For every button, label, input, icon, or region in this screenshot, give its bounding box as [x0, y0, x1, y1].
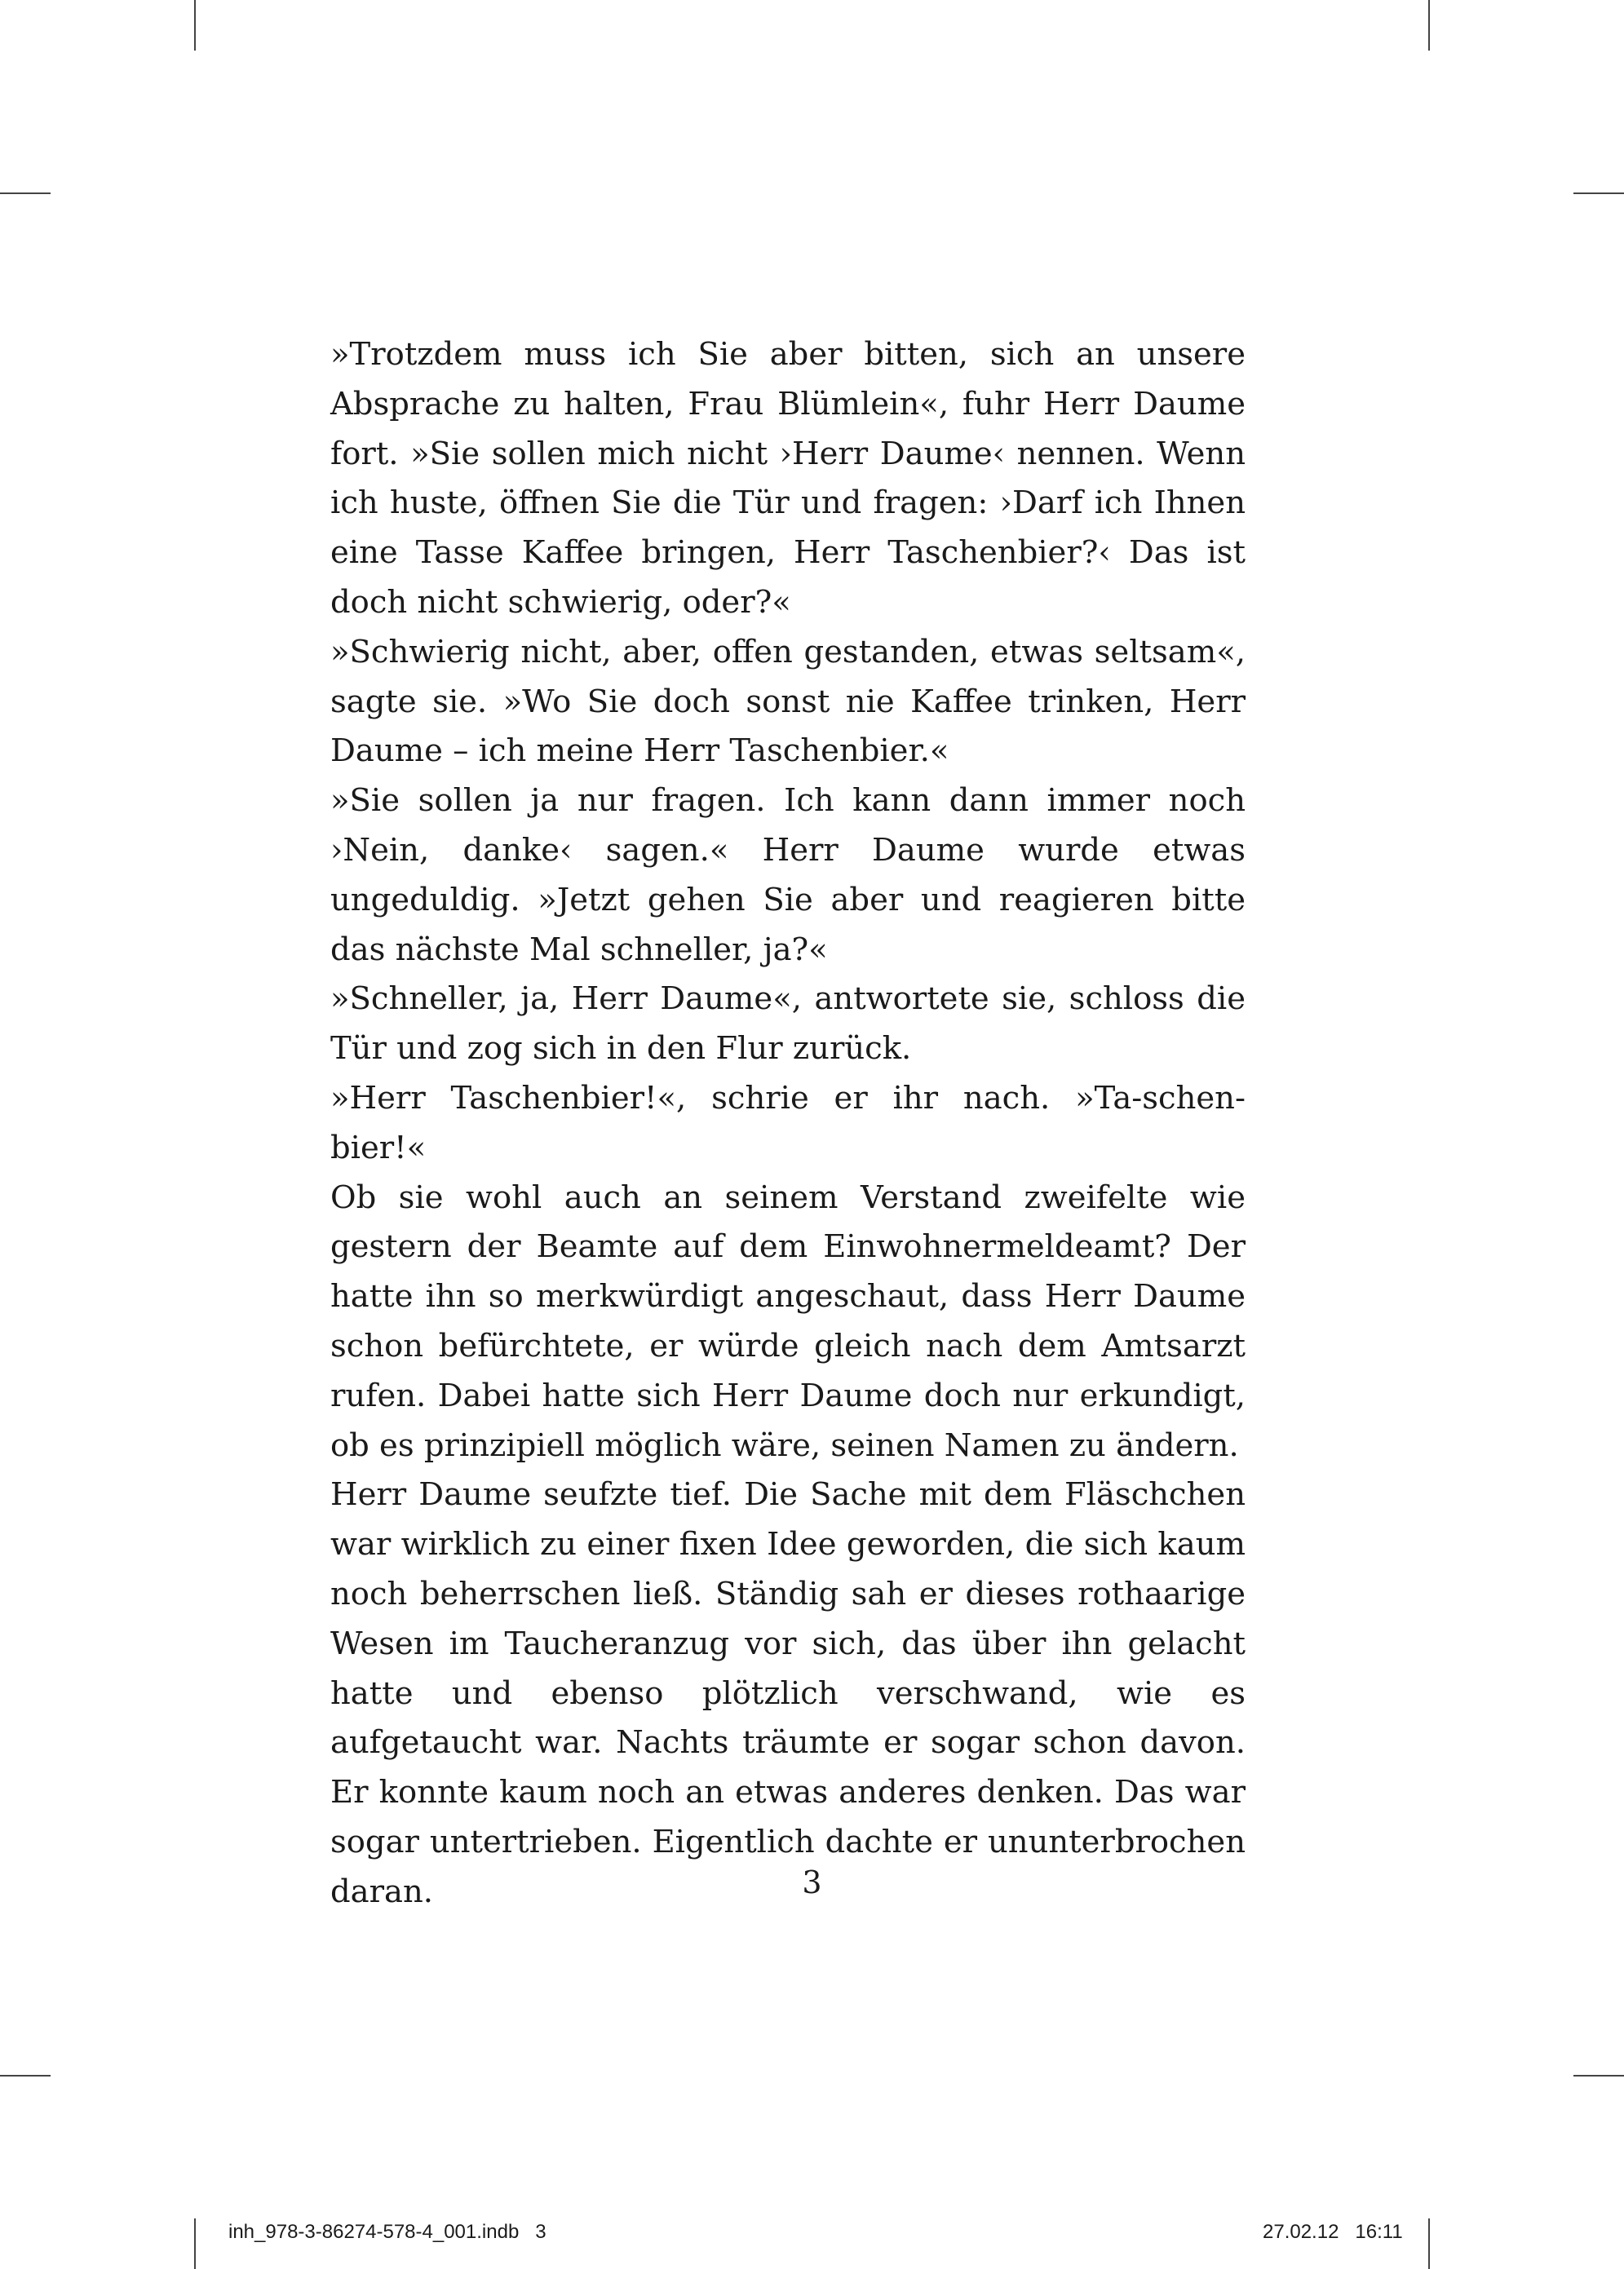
paragraph: »Schwierig nicht, aber, offen gestanden, etwas seltsam«, sagte sie. »Wo Sie doch sonst nie Kaffee trinken, Herr Daume – ich meine Herr Taschenbier.«: [330, 633, 1246, 770]
paragraph: »Sie sollen ja nur fragen. Ich kann dann immer noch ›Nein, danke‹ sagen.« Herr Daume wurde etwas ungeduldig. »Jetzt gehen Sie aber und reagieren bitte das nächste Mal schneller, ja?«: [330, 782, 1246, 968]
paragraph: »Trotzdem muss ich Sie aber bitten, sich an unsere Absprache zu halten, Frau Blümlein«, fuhr Herr Daume fort. »Sie sollen mich nicht ›Herr Daume‹ nennen. Wenn ich huste, öffnen Sie die Tür und fragen: ›Darf ich Ihnen eine Tasse Kaffee bringen, Herr Taschenbier?‹ Das ist doch nicht schwierig, oder?«: [330, 336, 1246, 621]
paragraph: »Herr Taschenbier!«, schrie er ihr nach. »Ta-schen-bier!«: [330, 1079, 1246, 1166]
crop-mark-lower-left: [0, 2075, 51, 2077]
crop-mark-top-right: [1428, 0, 1430, 51]
page-number: 3: [802, 1864, 822, 1900]
crop-mark-top-left: [194, 0, 196, 51]
paragraph: Ob sie wohl auch an seinem Verstand zweifelte wie gestern der Beamte auf dem Einwohnermeldeamt? Der hatte ihn so merkwürdigt angeschaut, dass Herr Daume schon befürchtete, er würde gleich nach dem Amtsarzt rufen. Dabei hatte sich Herr Daume doch nur erkundigt, ob es prinzipiell möglich wäre, seinen Namen zu ändern.: [330, 1179, 1246, 1464]
slug-timestamp: 27.02.12 16:11: [1263, 2221, 1403, 2243]
crop-mark-lower-right: [1573, 2075, 1624, 2077]
crop-mark-bottom-left: [194, 2218, 196, 2269]
crop-mark-upper-right: [1573, 192, 1624, 194]
crop-mark-upper-left: [0, 192, 51, 194]
crop-mark-bottom-right: [1428, 2218, 1430, 2269]
paragraph: »Schneller, ja, Herr Daume«, antwortete sie, schloss die Tür und zog sich in den Flur zurück.: [330, 980, 1246, 1068]
paragraph: Herr Daume seufzte tief. Die Sache mit dem Fläschchen war wirklich zu einer fixen Idee geworden, die sich kaum noch beherrschen ließ. Ständig sah er dieses rothaarige Wesen im Taucheranzug vor sich, das über ihn gelacht hatte und ebenso plötzlich verschwand, wie es aufgetaucht war. Nachts träumte er sogar schon davon. Er konnte kaum noch an etwas anderes denken. Das war sogar untertrieben. Eigentlich dachte er ununterbrochen daran.: [330, 1476, 1246, 1910]
slug-file-info: inh_978-3-86274-578-4_001.indb 3: [228, 2221, 546, 2243]
body-text: [330, 330, 1246, 1917]
